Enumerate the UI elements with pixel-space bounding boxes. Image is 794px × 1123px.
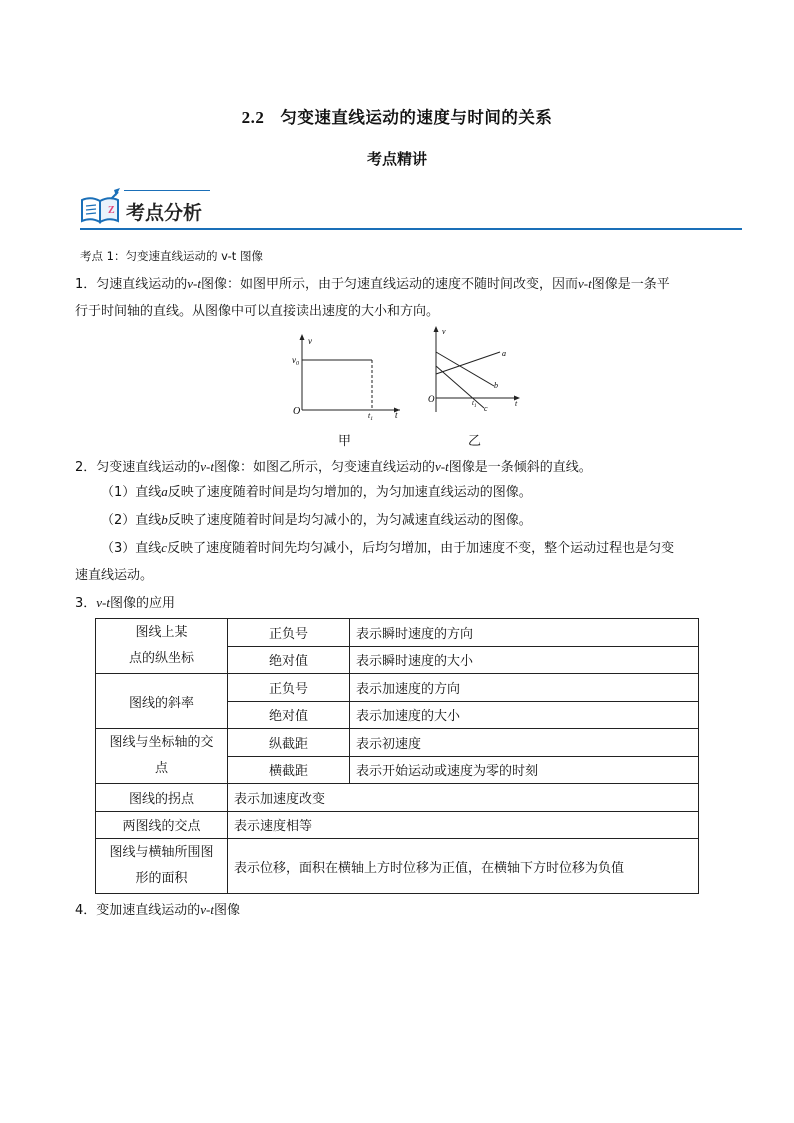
- paragraph-1-line-2: 行于时间轴的直线。从图像中可以直接读出速度的大小和方向。: [75, 304, 440, 319]
- figure-yi-caption: 乙: [468, 434, 482, 449]
- table-cell: 正负号: [228, 619, 350, 647]
- jia-origin: O: [293, 406, 301, 417]
- table-cell: 表示加速度改变: [228, 784, 699, 812]
- table-cell: 表示初速度: [350, 729, 699, 757]
- paragraph-2: [75, 456, 592, 475]
- paragraph-4: [75, 899, 240, 918]
- yi-a-label: a: [502, 349, 506, 358]
- p2-text-c: 图像是一条倾斜的直线。: [448, 460, 592, 475]
- paragraph-1: [75, 270, 735, 325]
- kp1-heading: [80, 248, 263, 264]
- table-cell: 表示瞬时速度的大小: [350, 646, 699, 674]
- p3-num: 3．: [75, 596, 97, 611]
- kp1-heading-a: 考点 1：匀变速直线运动的: [80, 249, 222, 263]
- yi-origin: O: [428, 394, 435, 404]
- yi-t-label: t: [515, 399, 518, 408]
- table-cell: 图线的斜率: [96, 674, 228, 729]
- table-cell: 绝对值: [228, 646, 350, 674]
- book-icon: [78, 186, 124, 228]
- p4-vt: v-t: [200, 902, 214, 917]
- table-cell: 表示瞬时速度的方向: [350, 619, 699, 647]
- p1-vt-1: v-t: [187, 276, 201, 291]
- yi-t1-label: $t_1$: [472, 399, 477, 409]
- banner-top-rule: [124, 190, 210, 191]
- figure-jia-caption: 甲: [338, 434, 352, 449]
- banner-divider: [80, 228, 742, 230]
- paragraph-3: [75, 592, 175, 611]
- jia-t1-label: $t_1$: [368, 411, 373, 422]
- table-cell: 纵截距: [228, 729, 350, 757]
- p4-text-a: 4．变加速直线运动的: [75, 903, 201, 918]
- p3-vt: v-t: [96, 595, 110, 610]
- table-cell: 表示位移，面积在横轴上方时位移为正值，在横轴下方时位移为负值: [228, 839, 699, 894]
- jia-v0-label: $v_0$: [292, 355, 299, 367]
- vt-application-table: [95, 618, 699, 894]
- table-row: [96, 674, 699, 702]
- figure-jia: [280, 330, 410, 425]
- p1-vt-2: v-t: [578, 276, 592, 291]
- figure-yi: [420, 322, 530, 417]
- kp1-heading-b: 图像: [236, 249, 263, 263]
- p1-text-a: 1．匀速直线运动的: [75, 277, 188, 292]
- p1-text-b: 图像：如图甲所示，由于匀速直线运动的速度不随时间改变，因而: [201, 277, 579, 292]
- yi-c-label: c: [484, 404, 488, 413]
- table-cell: 表示加速度的大小: [350, 701, 699, 729]
- p2-text-b: 图像：如图乙所示，匀变速直线运动的: [214, 460, 436, 475]
- p2-vt-2: v-t: [435, 459, 449, 474]
- p4-text-b: 图像: [214, 903, 241, 918]
- banner-label: 考点分析: [126, 202, 203, 224]
- table-cell: 绝对值: [228, 701, 350, 729]
- line-descriptions: [75, 478, 735, 589]
- table-row: [96, 839, 699, 894]
- paragraph-1-line-1: [75, 270, 735, 298]
- table-cell: 图线上某 点的纵坐标: [96, 619, 228, 674]
- p3-text: 图像的应用: [110, 596, 176, 611]
- table-cell: 图线与坐标轴的交 点: [96, 729, 228, 784]
- table-cell: 表示速度相等: [228, 811, 699, 839]
- p1-text-c: 图像是一条平: [591, 277, 670, 292]
- table-cell: 表示加速度的方向: [350, 674, 699, 702]
- section-number: 2.2: [241, 108, 265, 127]
- table-cell: 图线与横轴所围图 形的面积: [96, 839, 228, 894]
- jia-v-label: v: [308, 336, 312, 346]
- table-cell: 横截距: [228, 756, 350, 784]
- yi-v-label: v: [442, 327, 446, 336]
- yi-b-label: b: [494, 381, 498, 390]
- table-row: [96, 784, 699, 812]
- title-text: 匀变速直线运动的速度与时间的关系: [280, 108, 553, 127]
- item-3-continuation: 速直线运动。: [75, 568, 154, 583]
- table-row: [96, 619, 699, 647]
- item-1: （1）直线a反映了速度随着时间是均匀增加的，为匀加速直线运动的图像。: [101, 484, 532, 500]
- table-cell: 表示开始运动或速度为零的时刻: [350, 756, 699, 784]
- table-row: [96, 729, 699, 757]
- item-3: （3）直线c反映了速度随着时间先均匀减小，后均匀增加，由于加速度不变，整个运动过程也是匀变: [101, 540, 675, 556]
- table-cell: 图线的拐点: [96, 784, 228, 812]
- table-row: [96, 811, 699, 839]
- p2-text-a: 2．匀变速直线运动的: [75, 460, 201, 475]
- jia-t-label: t: [395, 410, 398, 420]
- p2-vt-1: v-t: [200, 459, 214, 474]
- yi-line-c: [436, 366, 484, 408]
- kp1-heading-v: v-t: [221, 249, 237, 263]
- page-subtitle: 考点精讲: [366, 150, 427, 168]
- table-cell: 正负号: [228, 674, 350, 702]
- svg-text:Z: Z: [108, 205, 115, 216]
- page-title: [0, 104, 794, 128]
- table-cell: 两图线的交点: [96, 811, 228, 839]
- item-2: （2）直线b反映了速度随着时间是均匀减小的，为匀减速直线运动的图像。: [101, 512, 532, 528]
